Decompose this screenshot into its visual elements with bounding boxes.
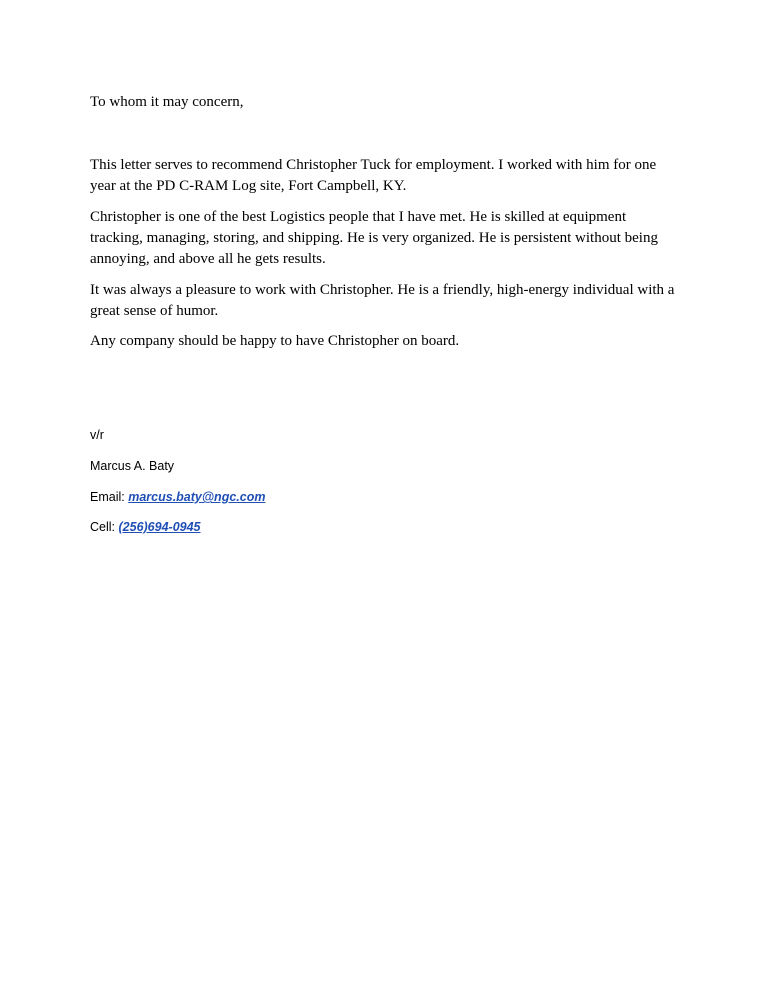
paragraph-skills: Christopher is one of the best Logistics people that I have met. He is skilled at equipment tracking, managing, storing, and shipping. He is very organized. He is persistent without being annoying, and above all he gets results. [90,209,658,267]
closing: v/r [90,428,104,442]
cell-label: Cell: [90,520,116,534]
cell-line [90,519,201,535]
cell-link[interactable]: (256)694-0945 [118,520,201,534]
signer-name: Marcus A. Baty [90,459,175,473]
paragraph-personality: It was always a pleasure to work with Christopher. He is a friendly, high-energy individual with a great sense of humor. [90,282,675,319]
paragraph-intro: This letter serves to recommend Christopher Tuck for employment. I worked with him for one year at the PD C-RAM Log site, Fort Campbell, KY. [90,157,657,194]
salutation: To whom it may concern, [90,94,244,110]
email-label: Email: [90,490,125,504]
paragraph-recommendation: Any company should be happy to have Christopher on board. [90,333,460,349]
email-line [90,489,265,505]
email-link[interactable]: marcus.baty@ngc.com [128,490,266,504]
